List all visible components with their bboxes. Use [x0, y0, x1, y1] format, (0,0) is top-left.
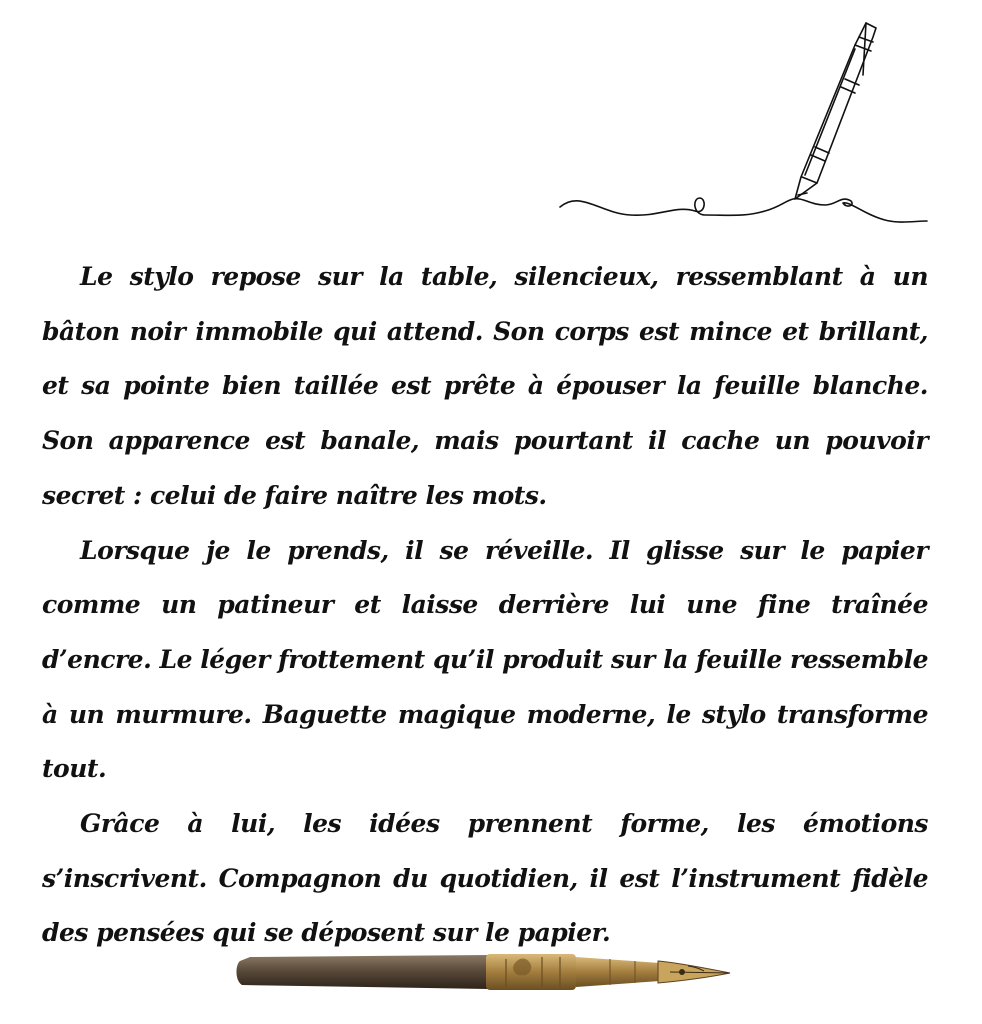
ink-squiggle: [560, 198, 927, 222]
paragraph-2: Lorsque je le prends, il se réveille. Il glisse sur le papier comme un patineur et laisse derrière lui une fine traînée d’encre. Le léger frottement qu’il produit sur la feuille ressemble à un murmure. Baguette magique moderne, le stylo transforme tout.: [42, 535, 928, 784]
paragraph-3: Grâce à lui, les idées prennent forme, les émotions s’inscrivent. Compagnon du quotidien, il est l’instrument fidèle des pensées qui se déposent sur le papier.: [42, 809, 928, 948]
pen-barrel: [236, 955, 488, 989]
pen-grip: [486, 954, 576, 990]
pen-line-drawing-illustration: [555, 15, 935, 235]
paragraph-1: Le stylo repose sur la table, silencieux, ressemblant à un bâton noir immobile qui attend. Son corps est mince et brillant, et sa pointe bien taillée est prête à épouser la feuille blanche. Son apparence est banale, mais pourtant il cache un pouvoir secret : celui de faire naître les mots.: [42, 262, 928, 510]
essay-text: [42, 250, 928, 961]
fountain-pen-watercolor-illustration: [230, 945, 735, 993]
